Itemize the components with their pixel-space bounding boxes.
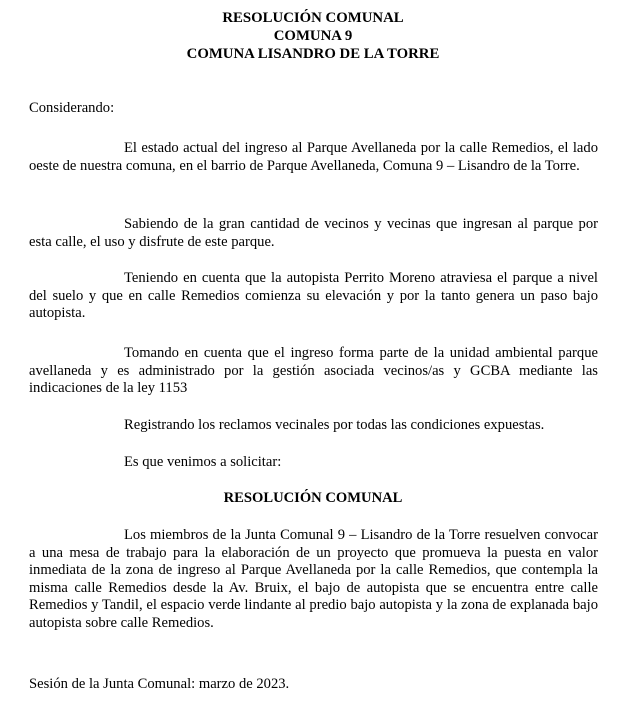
paragraph-estado-actual: El estado actual del ingreso al Parque Avellaneda por la calle Remedios, el lado oeste de nuestra comuna, en el barrio de Parque Avellaneda, Comuna 9 – Lisandro de la Torre. (29, 140, 598, 174)
session-date: Sesión de la Junta Comunal: marzo de 2023. (29, 676, 290, 692)
paragraph-registrando: Registrando los reclamos vecinales por todas las condiciones expuestas. (124, 417, 545, 433)
paragraph-sabiendo: Sabiendo de la gran cantidad de vecinos y vecinas que ingresan al parque por esta calle, el uso y disfrute de este parque. (29, 216, 598, 250)
header-title: RESOLUCIÓN COMUNAL (222, 10, 404, 26)
resolution-text: Los miembros de la Junta Comunal 9 – Lisandro de la Torre resuelven convocar a una mesa de trabajo para la elaboración de un proyecto que promueva la puesta en valor inmediata de la zona de ingreso al Parque Avellaneda por la calle Remedios, que contempla la misma calle Remedios desde la Av. Bruix, el bajo de autopista que se encuentra entre calle Remedios y Tandil, el espacio verde lindante al predio bajo autopista y la zona de explanada bajo autopista sobre calle Remedios. (29, 527, 598, 631)
document-header (0, 9, 626, 63)
paragraph-teniendo: Teniendo en cuenta que la autopista Perrito Moreno atraviesa el parque a nivel del suelo y que en calle Remedios comienza su elevación y por la tanto genera un paso bajo autopista. (29, 270, 598, 321)
paragraph-tomando: Tomando en cuenta que el ingreso forma parte de la unidad ambiental parque avellaneda y es administrado por la gestión asociada vecinos/as y GCBA mediante las indicaciones de la ley 1153 (29, 345, 598, 396)
header-comuna-name: COMUNA LISANDRO DE LA TORRE (186, 46, 440, 62)
resolution-title: RESOLUCIÓN COMUNAL (223, 490, 403, 506)
header-comuna-number: COMUNA 9 (273, 28, 353, 44)
considerando-label: Considerando: (29, 100, 115, 116)
paragraph-solicitar: Es que venimos a solicitar: (124, 454, 282, 470)
